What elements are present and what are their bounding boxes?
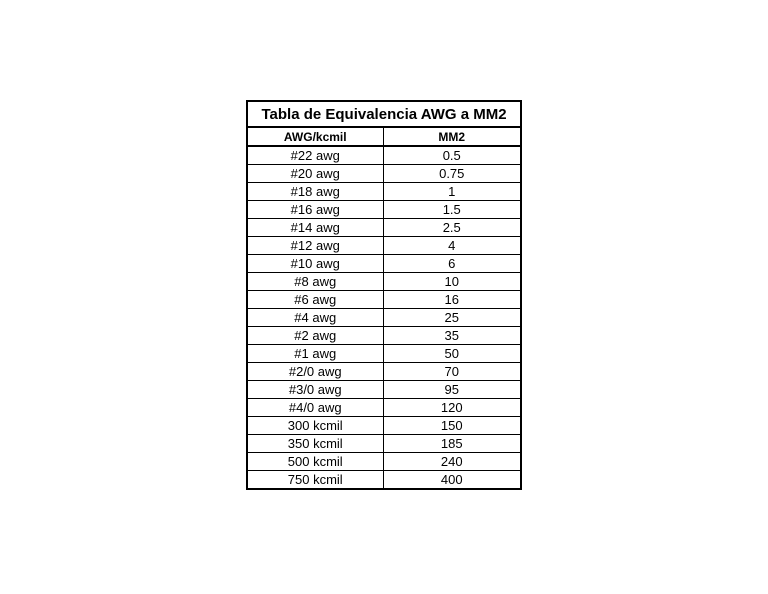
awg-cell: #12 awg bbox=[247, 237, 383, 255]
mm2-cell: 1.5 bbox=[383, 201, 521, 219]
mm2-cell: 6 bbox=[383, 255, 521, 273]
awg-mm2-equivalence-table bbox=[246, 100, 522, 490]
mm2-cell: 50 bbox=[383, 345, 521, 363]
table-row bbox=[247, 255, 521, 273]
mm2-cell: 400 bbox=[383, 471, 521, 490]
mm2-cell: 4 bbox=[383, 237, 521, 255]
table-row bbox=[247, 291, 521, 309]
mm2-cell: 0.5 bbox=[383, 146, 521, 165]
table-row bbox=[247, 219, 521, 237]
mm2-cell: 10 bbox=[383, 273, 521, 291]
awg-cell: #22 awg bbox=[247, 146, 383, 165]
awg-cell: #6 awg bbox=[247, 291, 383, 309]
mm2-cell: 185 bbox=[383, 435, 521, 453]
awg-cell: #14 awg bbox=[247, 219, 383, 237]
table-body bbox=[247, 146, 521, 489]
awg-cell: #8 awg bbox=[247, 273, 383, 291]
mm2-cell: 25 bbox=[383, 309, 521, 327]
mm2-cell: 2.5 bbox=[383, 219, 521, 237]
table-row bbox=[247, 345, 521, 363]
awg-cell: 350 kcmil bbox=[247, 435, 383, 453]
table-row bbox=[247, 363, 521, 381]
awg-cell: #2/0 awg bbox=[247, 363, 383, 381]
table-row bbox=[247, 399, 521, 417]
mm2-cell: 16 bbox=[383, 291, 521, 309]
table-row bbox=[247, 471, 521, 490]
table-row bbox=[247, 417, 521, 435]
title-row bbox=[247, 101, 521, 127]
awg-cell: 300 kcmil bbox=[247, 417, 383, 435]
mm2-cell: 240 bbox=[383, 453, 521, 471]
table-row bbox=[247, 237, 521, 255]
awg-cell: #3/0 awg bbox=[247, 381, 383, 399]
awg-cell: #1 awg bbox=[247, 345, 383, 363]
table-row bbox=[247, 273, 521, 291]
table-row bbox=[247, 327, 521, 345]
awg-cell: 500 kcmil bbox=[247, 453, 383, 471]
mm2-cell: 70 bbox=[383, 363, 521, 381]
table-row bbox=[247, 453, 521, 471]
column-header-mm2: MM2 bbox=[383, 127, 521, 146]
awg-cell: #10 awg bbox=[247, 255, 383, 273]
awg-cell: #20 awg bbox=[247, 165, 383, 183]
awg-cell: #2 awg bbox=[247, 327, 383, 345]
column-header-awg: AWG/kcmil bbox=[247, 127, 383, 146]
awg-cell: #4 awg bbox=[247, 309, 383, 327]
mm2-cell: 150 bbox=[383, 417, 521, 435]
awg-cell: #18 awg bbox=[247, 183, 383, 201]
table-title: Tabla de Equivalencia AWG a MM2 bbox=[247, 101, 521, 127]
header-row bbox=[247, 127, 521, 146]
table-row bbox=[247, 165, 521, 183]
awg-cell: #16 awg bbox=[247, 201, 383, 219]
mm2-cell: 95 bbox=[383, 381, 521, 399]
awg-cell: #4/0 awg bbox=[247, 399, 383, 417]
table-row bbox=[247, 309, 521, 327]
mm2-cell: 120 bbox=[383, 399, 521, 417]
awg-cell: 750 kcmil bbox=[247, 471, 383, 490]
mm2-cell: 0.75 bbox=[383, 165, 521, 183]
table-row bbox=[247, 201, 521, 219]
table-row bbox=[247, 435, 521, 453]
table-row bbox=[247, 183, 521, 201]
table-row bbox=[247, 146, 521, 165]
table-row bbox=[247, 381, 521, 399]
mm2-cell: 35 bbox=[383, 327, 521, 345]
mm2-cell: 1 bbox=[383, 183, 521, 201]
